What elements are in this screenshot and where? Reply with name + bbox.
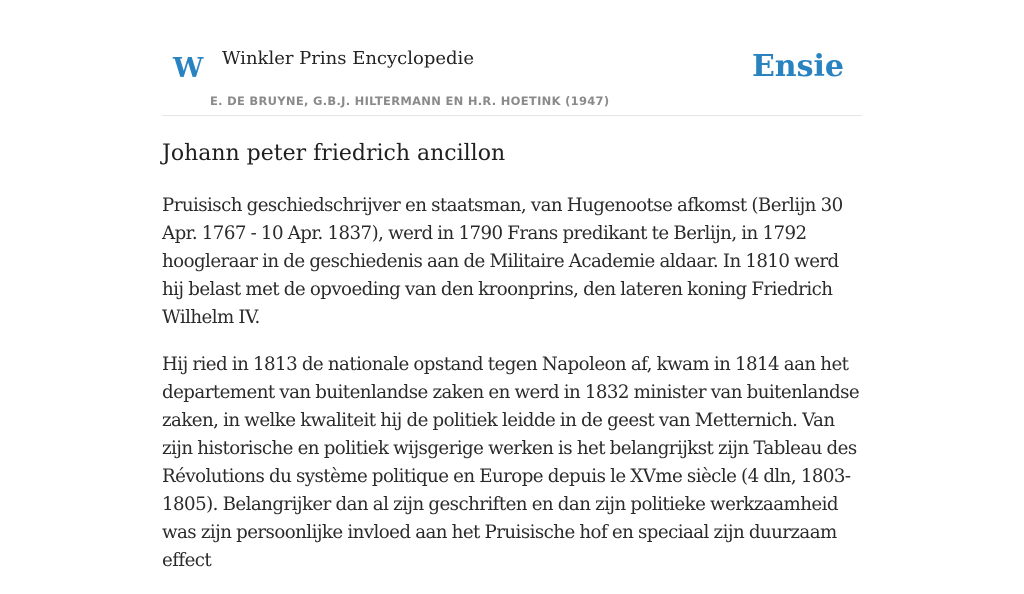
page-header: [162, 30, 862, 116]
publication-authors: E. DE BRUYNE, G.B.J. HILTERMANN EN H.R. HOETINK (1947): [210, 94, 610, 108]
publication-title[interactable]: Winkler Prins Encyclopedie: [222, 48, 474, 69]
article-paragraph: Hij ried in 1813 de nationale opstand tegen Napoleon af, kwam in 1814 aan het departement van buitenlandse zaken en werd in 1832 minister van buitenlandse zaken, in welke kwaliteit hij de politiek leidde in de geest van Metternich. Van zijn historische en politiek wijsgerige werken is het belangrijkst zijn Tableau des Révolutions du système politique en Europe depuis le XVme siècle (4 dln, 1803-1805). Belangrijker dan al zijn geschriften en dan zijn politieke werkzaamheid was zijn persoonlijke invloed aan het Pruisische hof en speciaal zijn duurzaam effect: [162, 354, 860, 571]
ensie-logo[interactable]: Ensie: [751, 49, 844, 84]
article-body: [162, 192, 864, 594]
article-title: Johann peter friedrich ancillon: [162, 141, 506, 166]
article-paragraph: Pruisisch geschiedschrijver en staatsman, van Hugenootse afkomst (Berlijn 30 Apr. 1767 - 10 Apr. 1837), werd in 1790 Frans predikant te Berlijn, in 1792 hoogleraar in de geschiedenis aan de Militaire Academie aldaar. In 1810 werd hij belast met de opvoeding van den kroonprins, den lateren koning Friedrich Wilhelm IV.: [162, 195, 843, 328]
publication-logo-icon[interactable]: W: [173, 53, 204, 84]
